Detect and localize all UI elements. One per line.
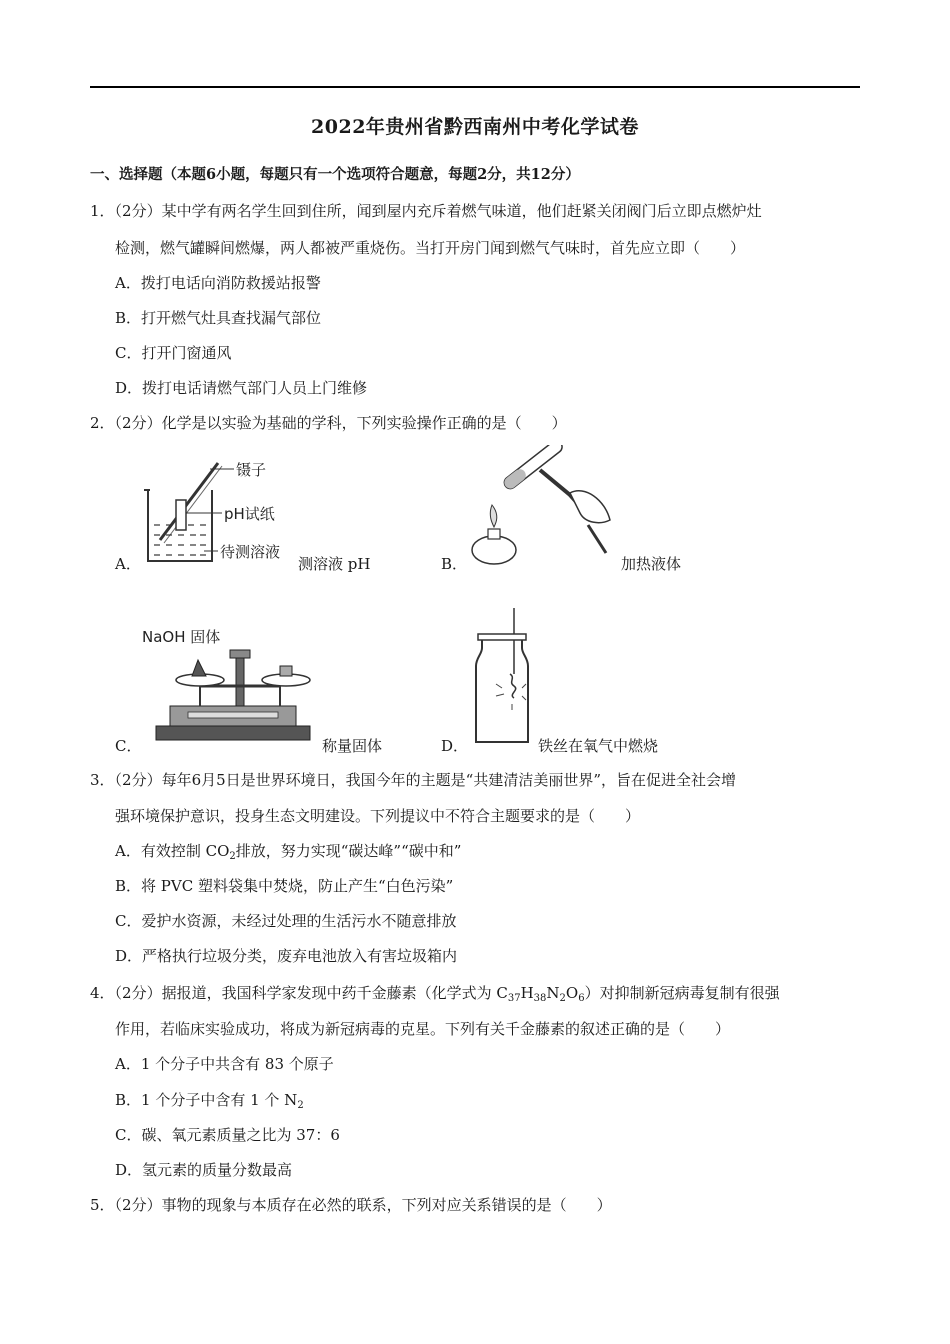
- alcohol-lamp-shape: [472, 536, 516, 564]
- q2-option-c-caption: 称量固体: [322, 737, 383, 755]
- weight-shape: [280, 666, 292, 676]
- label-tweezers: 镊子: [236, 461, 267, 479]
- q4-stem-line2: 作用，若临床实验成功，将成为新冠病毒的克星。下列有关千金藤素的叙述正确的是（ ）: [115, 1020, 731, 1038]
- hand-shape: [570, 491, 610, 523]
- q4-option-b: B．1 个分子中含有 1 个 $N_2$: [115, 1091, 304, 1111]
- balance-base-shape: [156, 726, 310, 740]
- q4-stem-line1: 4．（2分）据报道，我国科学家发现中药千金藤素（化学式为 $C_{37}H_{38}N_2O_6$）对抑制新冠病毒复制有很强: [90, 984, 780, 1004]
- q1-stem-line1: 1．（2分）某中学有两名学生回到住所，闻到屋内充斥着燃气味道，他们赶紧关闭阀门后立即点燃炉灶: [90, 202, 762, 220]
- q2-option-b-letter: B．: [441, 555, 468, 573]
- q3-option-b: B．将 PVC 塑料袋集中焚烧，防止产生“白色污染”: [115, 877, 454, 895]
- label-solution: 待测溶液: [220, 543, 281, 561]
- tweezers-shape: [160, 463, 218, 540]
- q1-option-c: C．打开门窗通风: [115, 344, 232, 362]
- q4-option-d: D．氢元素的质量分数最高: [115, 1161, 293, 1179]
- glass-plate-shape: [478, 634, 526, 640]
- iron-wire-figure: [472, 608, 536, 748]
- flame-shape: [490, 505, 496, 527]
- q2-option-c-letter: C．: [115, 737, 142, 755]
- label-naoh: NaOH 固体: [142, 628, 221, 646]
- q3-option-a: A．有效控制 $CO_2$排放，努力实现“碳达峰”“碳中和”: [115, 842, 462, 862]
- q2-option-a-letter: A．: [115, 555, 141, 573]
- ph-test-figure: [138, 455, 300, 575]
- heating-liquid-figure: [470, 445, 620, 573]
- q5-stem: 5．（2分）事物的现象与本质存在必然的联系，下列对应关系错误的是（ ）: [90, 1196, 612, 1214]
- q3-stem-line1: 3．（2分）每年6月5日是世界环境日，我国今年的主题是“共建清洁美丽世界”，旨在促进全社会增: [90, 771, 737, 789]
- sparks-shape: [496, 684, 526, 710]
- q4-option-c: C．碳、氧元素质量之比为 37：6: [115, 1126, 340, 1144]
- q1-option-b: B．打开燃气灶具查找漏气部位: [115, 309, 322, 327]
- page-title: 2022年贵州省黔西南州中考化学试卷: [311, 116, 639, 138]
- ph-paper-shape: [176, 500, 186, 530]
- section-heading: 一、选择题（本题6小题，每题只有一个选项符合题意，每题2分，共12分）: [90, 166, 580, 183]
- q2-option-d-caption: 铁丝在氧气中燃烧: [538, 737, 659, 755]
- q3-option-c: C．爱护水资源，未经过处理的生活污水不随意排放: [115, 912, 457, 930]
- balance-pillar-shape: [236, 654, 244, 706]
- label-ph-paper: pH试纸: [224, 505, 275, 523]
- top-rule: [90, 86, 860, 88]
- q1-option-a: A．拨打电话向消防救援站报警: [115, 274, 321, 292]
- q4-option-a: A．1 个分子中共含有 83 个原子: [115, 1055, 334, 1073]
- q1-option-d: D．拨打电话请燃气部门人员上门维修: [115, 379, 368, 397]
- q1-stem-line2: 检测，燃气罐瞬间燃爆，两人都被严重烧伤。当打开房门闻到燃气气味时，首先应立即（ ）: [115, 239, 746, 257]
- q2-stem: 2．（2分）化学是以实验为基础的学科，下列实验操作正确的是（ ）: [90, 414, 567, 432]
- q2-option-a-caption: 测溶液 pH: [298, 555, 371, 573]
- q2-option-d-letter: D．: [441, 737, 469, 755]
- weighing-figure: [140, 624, 322, 746]
- q3-option-d: D．严格执行垃圾分类，废弃电池放入有害垃圾箱内: [115, 947, 458, 965]
- q3-stem-line2: 强环境保护意识，投身生态文明建设。下列提议中不符合主题要求的是（ ）: [115, 807, 641, 825]
- naoh-solid-shape: [192, 660, 206, 676]
- q2-option-b-caption: 加热液体: [621, 555, 682, 573]
- gas-bottle-shape: [476, 640, 528, 742]
